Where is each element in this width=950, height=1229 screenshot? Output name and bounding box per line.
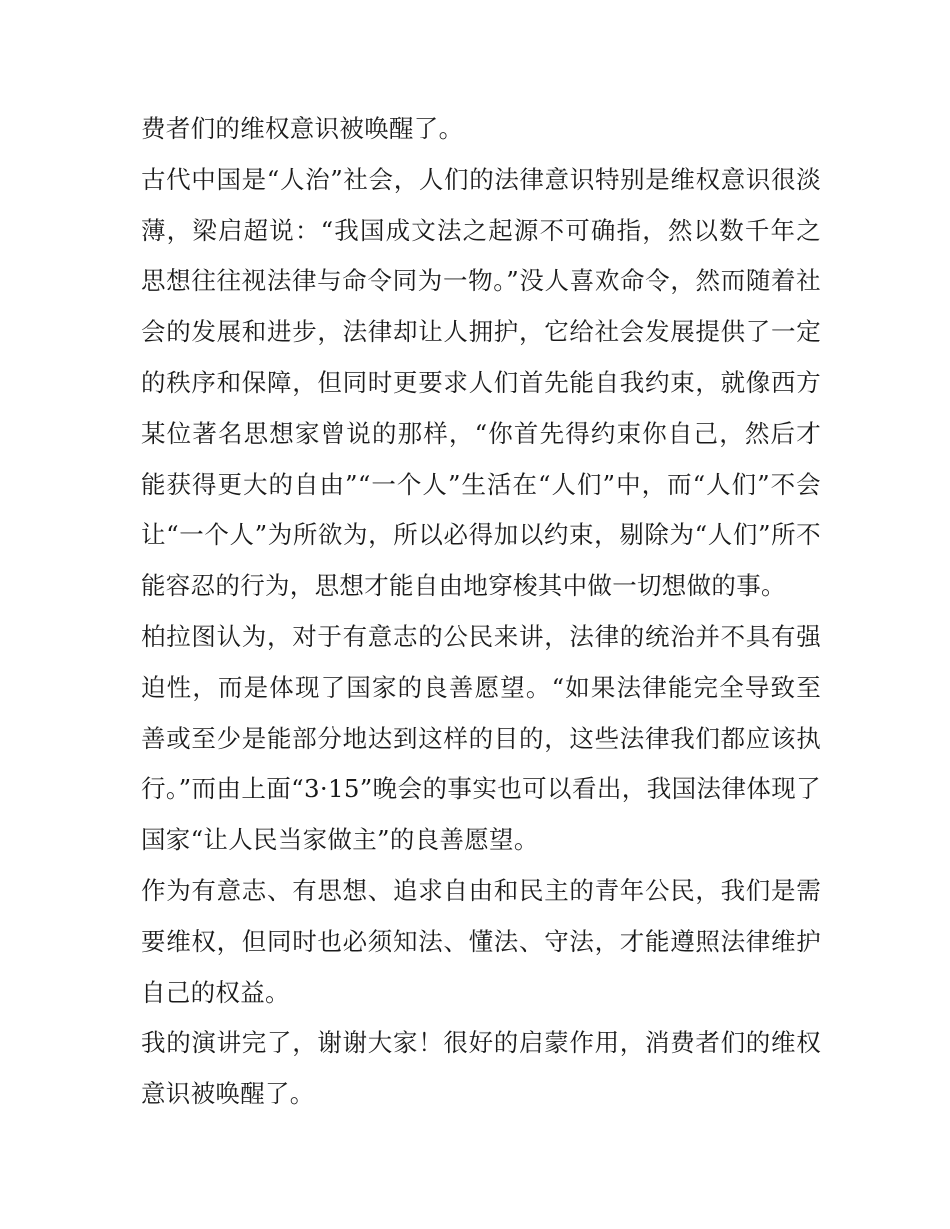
paragraph-ancient-china: 古代中国是“人治”社会，人们的法律意识特别是维权意识很淡薄，梁启超说：“我国成文法之起源不可确指，然以数千年之思想往往视法律与命令同为一物。”没人喜欢命令，然而随着社会的发展和进步，法律却让人拥护，它给社会发展提供了一定的秩序和保障，但同时更要求人们首先能自我约束，就像西方某位著名思想家曾说的那样，“你首先得约束你自己，然后才能获得更大的自由”“一个人”生活在“人们”中，而“人们”不会让“一个人”为所欲为，所以必得加以约束，剔除为“人们”所不能容忍的行为，思想才能自由地穿梭其中做一切想做的事。 (141, 164, 821, 601)
paragraph-youth-citizens: 作为有意志、有思想、追求自由和民主的青年公民，我们是需要维权，但同时也必须知法、懂法、守法，才能遵照法律维护自己的权益。 (141, 875, 821, 1007)
document-body (141, 104, 821, 1120)
paragraph-continuation: 费者们的维权意识被唤醒了。 (141, 114, 464, 143)
paragraph-closing: 我的演讲完了，谢谢大家！很好的启蒙作用，消费者们的维权意识被唤醒了。 (141, 1028, 821, 1109)
paragraph-plato: 柏拉图认为，对于有意志的公民来讲，法律的统治并不具有强迫性，而是体现了国家的良善愿望。“如果法律能完全导致至善或至少是能部分地达到这样的目的，这些法律我们都应该执行。”而由上面“3·15”晚会的事实也可以看出，我国法律体现了国家“让人民当家做主”的良善愿望。 (141, 621, 821, 855)
